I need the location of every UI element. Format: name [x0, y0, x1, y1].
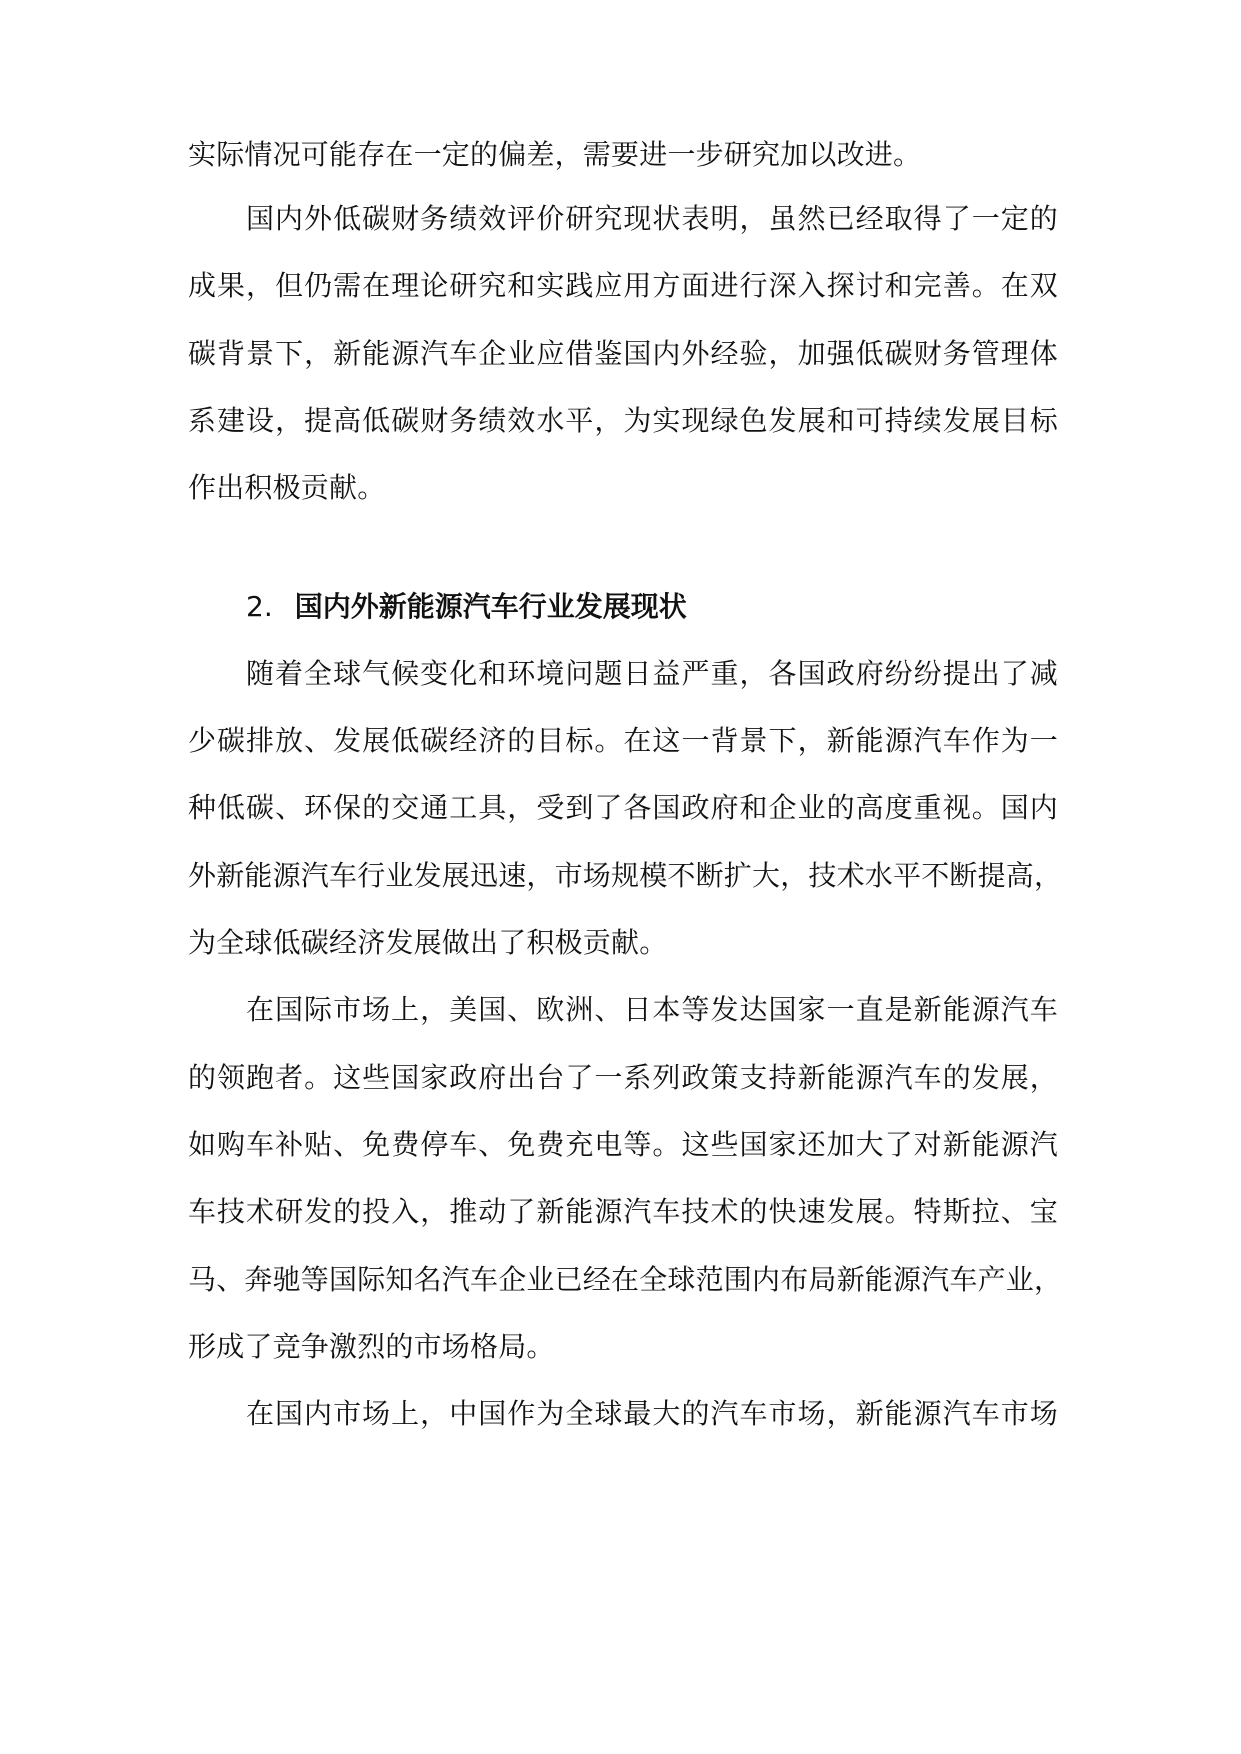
paragraph-line: 种低碳、环保的交通工具，受到了各国政府和企业的高度重视。国内: [188, 791, 1058, 824]
paragraph-line: 作出积极贡献。: [188, 471, 386, 504]
paragraph-line: 在国际市场上，美国、欧洲、日本等发达国家一直是新能源汽车: [246, 993, 1058, 1026]
paragraph-line: 系建设，提高低碳财务绩效水平，为实现绿色发展和可持续发展目标: [188, 404, 1058, 437]
section-title: 国内外新能源汽车行业发展现状: [294, 590, 687, 623]
paragraph-line: 外新能源汽车行业发展迅速，市场规模不断扩大，技术水平不断提高，: [188, 859, 1063, 892]
paragraph-line: 随着全球气候变化和环境问题日益严重，各国政府纷纷提出了减: [246, 657, 1058, 690]
paragraph-line: 少碳排放、发展低碳经济的目标。在这一背景下，新能源汽车作为一: [188, 724, 1058, 757]
paragraph-line: 为全球低碳经济发展做出了积极贡献。: [188, 926, 668, 959]
paragraph-line: 碳背景下，新能源汽车企业应借鉴国内外经验，加强低碳财务管理体: [188, 337, 1058, 370]
paragraph-line: 实际情况可能存在一定的偏差，需要进一步研究加以改进。: [188, 138, 922, 171]
paragraph-line: 马、奔驰等国际知名汽车企业已经在全球范围内布局新能源汽车产业，: [188, 1263, 1063, 1296]
paragraph-line: 车技术研发的投入，推动了新能源汽车技术的快速发展。特斯拉、宝: [188, 1195, 1058, 1228]
paragraph-line: 在国内市场上，中国作为全球最大的汽车市场，新能源汽车市场: [246, 1397, 1058, 1430]
paragraph-line: 的领跑者。这些国家政府出台了一系列政策支持新能源汽车的发展，: [188, 1061, 1058, 1094]
paragraph-line: 成果，但仍需在理论研究和实践应用方面进行深入探讨和完善。在双: [188, 269, 1058, 302]
paragraph-line: 形成了竞争激烈的市场格局。: [188, 1330, 555, 1363]
section-heading: [246, 587, 687, 627]
paragraph-line: 如购车补贴、免费停车、免费充电等。这些国家还加大了对新能源汽: [188, 1128, 1058, 1161]
paragraph-line: 国内外低碳财务绩效评价研究现状表明，虽然已经取得了一定的: [246, 202, 1058, 235]
section-number: 2.: [246, 590, 273, 623]
